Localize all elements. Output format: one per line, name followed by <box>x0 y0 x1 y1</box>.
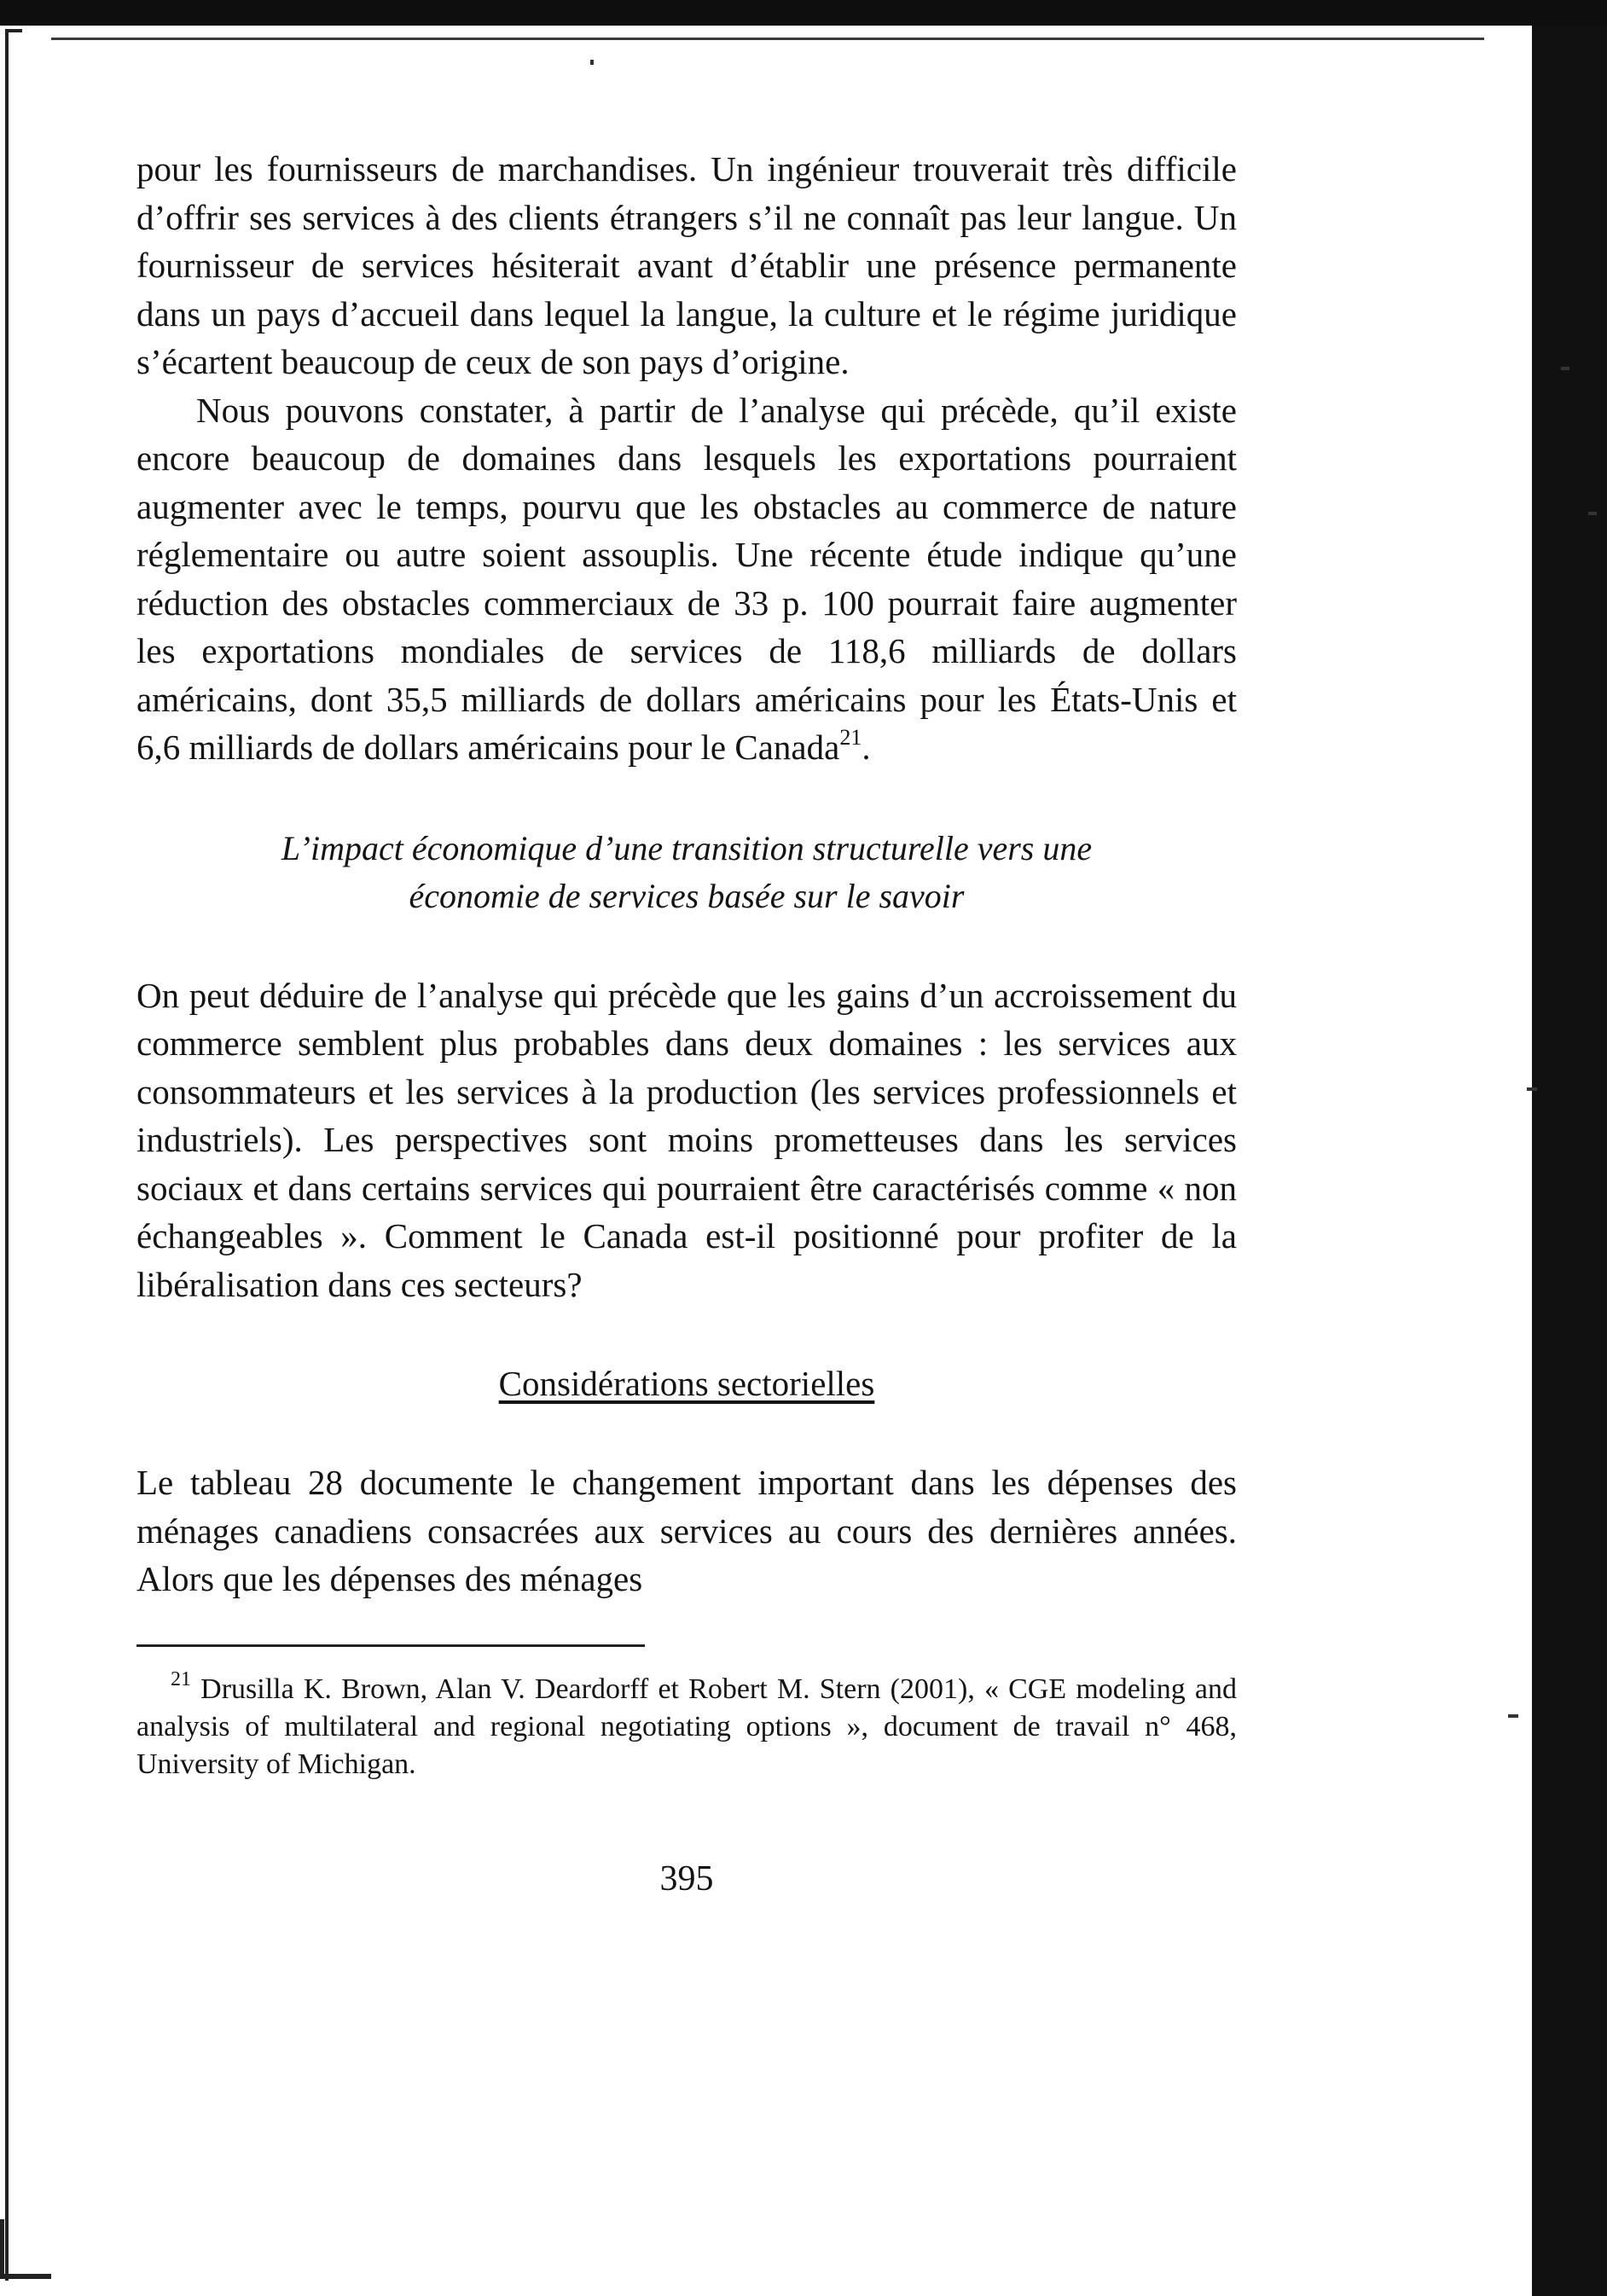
scan-border-right <box>1532 26 1607 2296</box>
paragraph-2-end: . <box>862 728 871 767</box>
scan-rule-top <box>51 38 1484 40</box>
scan-border-top <box>0 0 1607 26</box>
section-heading-sectorial <box>136 1360 1237 1407</box>
scan-speck <box>1508 1714 1518 1718</box>
paragraph-4: Le tableau 28 documente le changement important dans les dépenses des ménages canadiens consacrées aux services au cours des dernières années. Alors que les dépenses des ménages <box>136 1463 1237 1598</box>
page-content <box>136 145 1237 1899</box>
section-heading-impact-line-1: L’impact économique d’une transition structurelle vers une <box>281 828 1093 867</box>
section-heading-impact <box>136 825 1237 920</box>
scan-speck <box>1527 1087 1537 1091</box>
footnote-21 <box>136 1668 1237 1783</box>
scan-binding-edge <box>5 29 22 2281</box>
footnote-reference: 21 <box>839 725 862 751</box>
scan-speck <box>590 60 594 65</box>
paragraph-1: pour les fournisseurs de marchandises. Un ingénieur trouverait très difficile d’offrir ses services à des clients étrangers s’il ne connaît pas leur langue. Un fournisseur de services hésiterait avant d’établir une présence permanente dans un pays d’accueil dans lequel la langue, la culture et le régime juridique s’écartent beaucoup de ceux de son pays d’origine. <box>136 149 1237 381</box>
scan-speck <box>1588 512 1597 515</box>
page-number: 395 <box>659 1858 714 1899</box>
section-heading-sectorial-text: Considérations sectorielles <box>498 1364 875 1403</box>
section-heading-impact-line-2: économie de services basée sur le savoir <box>409 876 965 915</box>
scan-speck <box>1561 367 1569 370</box>
footnote-number: 21 <box>171 1668 191 1691</box>
scan-binding-corner <box>0 2219 51 2279</box>
footnote-separator <box>136 1644 645 1647</box>
paragraph-3: On peut déduire de l’analyse qui précède que les gains d’un accroissement du commerce semblent plus probables dans deux domaines : les services aux consommateurs et les services à la production (les services professionnels et industriels). Les perspectives sont moins prometteuses dans les services sociaux et dans certains services qui pourraient être caractérisés comme « non échangeables ». Comment le Canada est-il positionné pour profiter de la libéralisation dans ces secteurs? <box>136 975 1237 1304</box>
paragraph-2-text: Nous pouvons constater, à partir de l’analyse qui précède, qu’il existe encore beaucoup de domaines dans lesquels les exportations pourraient augmenter avec le temps, pourvu que les obstacles au commerce de nature réglementaire ou autre soient assouplis. Une récente étude indique qu’une réduction des obstacles commerciaux de 33 p. 100 pourrait faire augmenter les exportations mondiales de services de 118,6 milliards de dollars américains, dont 35,5 milliards de dollars américains pour les États-Unis et 6,6 milliards de dollars américains pour le Canada <box>136 390 1237 767</box>
footnote-text: Drusilla K. Brown, Alan V. Deardorff et Robert M. Stern (2001), « CGE modeling and analysis of multilateral and regional negotiating options », document de travail n° 468, University of Michigan. <box>136 1673 1237 1780</box>
paragraph-2 <box>136 386 1237 772</box>
